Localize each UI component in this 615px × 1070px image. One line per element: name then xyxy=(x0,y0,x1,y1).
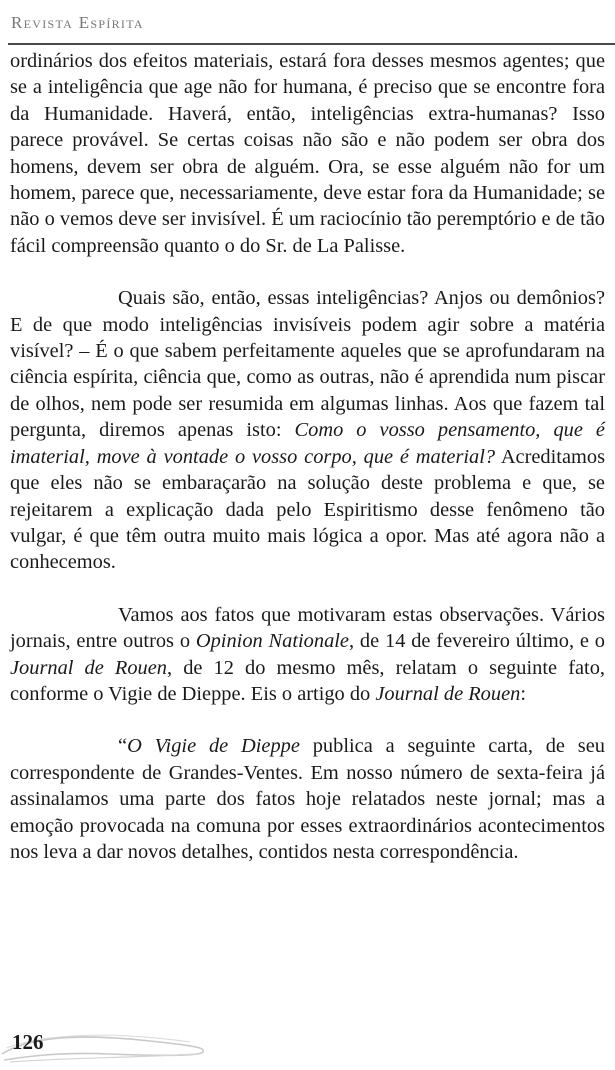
header-rule xyxy=(8,43,615,45)
paragraph-4-text: publica a seguinte carta, de seu correspondente de Grandes-Ventes. Em nosso número de sexta-feira já assinalamos uma parte dos fatos hoje relatados neste jornal; mas a emoção provocada na comuna por esses extraordinários acontecimentos nos leva a dar novos detalhes, contidos nesta correspondência. xyxy=(10,735,605,863)
paragraph-2-italic: Como o vosso pensamento, que é imaterial, move à vontade o vosso corpo, que é material? xyxy=(10,419,605,468)
paragraph-2-text-b: Acreditamos que eles não se embaraçarão na solução deste problema e que, se rejeitarem a explicação dada pelo Espiritismo desse fenômeno tão vulgar, é que têm outra muito mais lógica a opor. Mas até agora não a conhecemos. xyxy=(10,445,606,574)
paragraph-3-italic-a: Opinion Nationale xyxy=(195,630,349,653)
paragraph-3-text-d: : xyxy=(520,682,526,705)
paragraph-1 xyxy=(10,48,605,259)
paragraph-3-text-a: Vamos aos fatos que motivaram estas observações. Vários jornais, entre outros o xyxy=(10,603,605,653)
paragraph-1-text: ordinários dos efeitos materiais, estará fora desses mesmos agentes; que se a inteligência que age não for humana, é preciso que se encontre fora da Humanidade. Haverá, então, inteligências extra-humanas? Isso parece provável. Se certas coisas não são e não podem ser obra dos homens, devem ser obra de alguém. Ora, se esse alguém não for um homem, parece que, necessariamente, deve estar fora da Humanidade; se não o vemos deve ser invisível. É um raciocínio tão peremptório e de tão fácil compreensão quanto o do Sr. de La Palisse. xyxy=(10,50,605,257)
paragraph-3 xyxy=(10,602,605,708)
paragraph-4-italic: O Vigie de Dieppe xyxy=(127,735,300,758)
paragraph-3-italic-b: Journal de Rouen xyxy=(10,656,167,679)
page-body xyxy=(10,48,605,891)
page-number: 126 xyxy=(12,1030,44,1054)
paragraph-3-italic-c: Journal de Rouen xyxy=(375,682,521,705)
paragraph-4-quote-mark: “ xyxy=(118,735,128,758)
paragraph-3-text-c: , de 12 do mesmo mês, relatam o seguinte fato, conforme o Vigie de Dieppe. Eis o artigo do xyxy=(10,656,605,705)
paragraph-4 xyxy=(10,733,605,865)
paragraph-2 xyxy=(10,285,605,575)
running-header: Revista Espírita xyxy=(11,13,144,32)
paragraph-3-text-b: , de 14 de fevereiro último, e o xyxy=(348,630,605,653)
paragraph-2-text-a: Quais são, então, essas inteligências? Anjos ou demônios? E de que modo inteligências invisíveis podem agir sobre a matéria visível? – É o que sabem perfeitamente aqueles que se aprofundaram na ciência espírita, ciência que, como as outras, não é aprendida num piscar de olhos, nem pode ser resumida em algumas linhas. Aos que fazem tal pergunta, diremos apenas isto: xyxy=(10,287,605,442)
